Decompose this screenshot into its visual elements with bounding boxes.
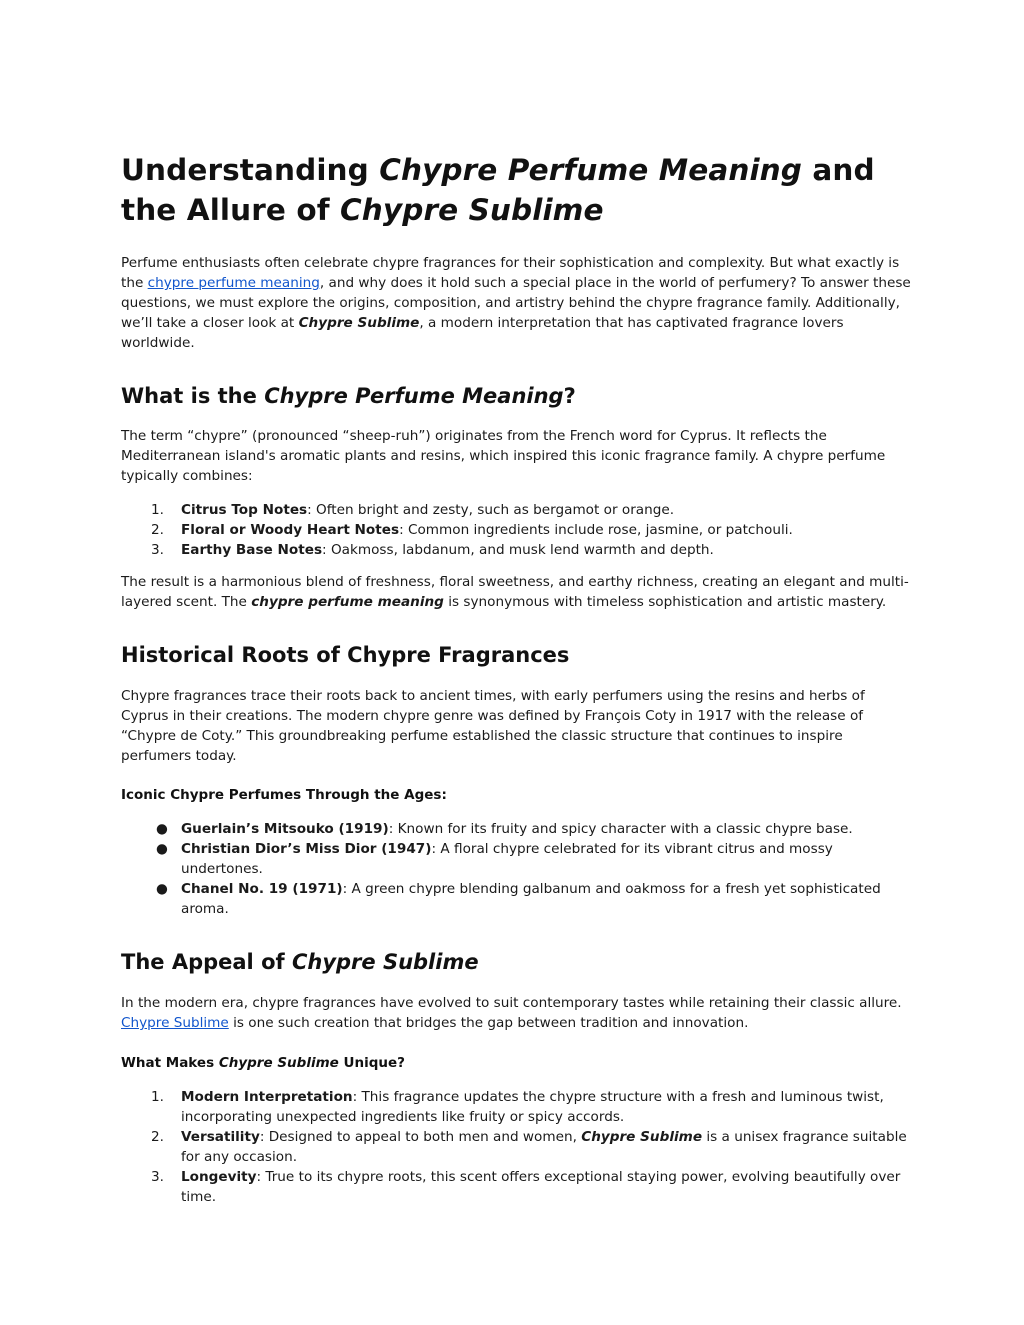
list-item-text: : Designed to appeal to both men and women, — [259, 1129, 582, 1145]
list-item-text: : Oakmoss, labdanum, and musk lend warmth and depth. — [322, 542, 714, 558]
list-number: 2. — [151, 1129, 164, 1145]
list-item-text: : A green chypre blending galbanum and oakmoss for a fresh yet sophisticated aroma. — [181, 881, 881, 917]
list-number: 3. — [151, 1169, 164, 1185]
list-item — [121, 540, 911, 560]
list-item-label: Earthy Base Notes — [181, 542, 323, 558]
list-item — [121, 1087, 911, 1127]
list-item-bold-text: Chypre Sublime — [581, 1129, 703, 1145]
list-item-text: : True to its chypre roots, this scent offers exceptional staying power, evolving beautifully over time. — [181, 1169, 901, 1205]
section-heading-meaning — [121, 382, 911, 410]
list-item — [121, 500, 911, 520]
paragraph-text: In the modern era, chypre fragrances have evolved to suit contemporary tastes while retaining their classic allure. — [121, 995, 902, 1011]
list-item-text: : This fragrance updates the chypre structure with a fresh and luminous twist, incorporating unexpected ingredients like fruity or spicy accords. — [181, 1089, 884, 1125]
list-item-text: : Often bright and zesty, such as bergamot or orange. — [307, 502, 675, 518]
meaning-result-paragraph — [121, 572, 911, 612]
intro-bold-text: Chypre Sublime — [298, 315, 420, 331]
subheading-italic-text: Chypre Sublime — [218, 1055, 339, 1071]
list-item-label: Chanel No. 19 (1971) — [181, 881, 343, 897]
list-item-text: : Common ingredients include rose, jasmine, or patchouli. — [399, 522, 793, 538]
notes-list — [121, 500, 911, 560]
iconic-perfumes-list — [121, 819, 911, 919]
list-item-label: Floral or Woody Heart Notes — [181, 522, 400, 538]
title-italic-text: Chypre Perfume Meaning — [379, 153, 802, 187]
subheading-text: Unique? — [338, 1055, 405, 1071]
list-item-label: Longevity — [181, 1169, 257, 1185]
unique-features-list — [121, 1087, 911, 1207]
list-item-label: Citrus Top Notes — [181, 502, 308, 518]
paragraph-text: The result is a harmonious blend of freshness, floral sweetness, and earthy richness, creating an elegant and multi-layered scent. The — [121, 574, 909, 610]
page-title — [121, 150, 911, 230]
heading-italic-text: Chypre Perfume Meaning — [264, 384, 564, 408]
list-item — [121, 1167, 911, 1207]
list-number: 1. — [151, 1089, 164, 1105]
bullet-icon: ● — [156, 841, 168, 857]
appeal-paragraph — [121, 993, 911, 1033]
intro-paragraph — [121, 253, 911, 353]
list-item — [121, 1127, 911, 1167]
title-text: Understanding — [121, 153, 380, 187]
list-item — [121, 520, 911, 540]
list-item-label: Versatility — [181, 1129, 260, 1145]
paragraph-text: is synonymous with timeless sophistication and artistic mastery. — [443, 594, 887, 610]
heading-text: The Appeal of — [121, 950, 292, 974]
list-item — [121, 839, 911, 879]
list-number: 1. — [151, 502, 164, 518]
title-text: and the Allure of — [121, 153, 875, 227]
subheading-iconic: Iconic Chypre Perfumes Through the Ages: — [121, 787, 447, 803]
heading-text: What is the — [121, 384, 265, 408]
list-item-label: Christian Dior’s Miss Dior (1947) — [181, 841, 432, 857]
document-page — [121, 150, 911, 1207]
subheading-text: What Makes — [121, 1055, 219, 1071]
list-item-text: is a unisex fragrance suitable for any occasion. — [181, 1129, 907, 1165]
list-number: 2. — [151, 522, 164, 538]
intro-text: Perfume enthusiasts often celebrate chypre fragrances for their sophistication and complexity. But what exactly is the — [121, 255, 900, 291]
paragraph-bold-text: chypre perfume meaning — [251, 594, 444, 610]
history-paragraph: Chypre fragrances trace their roots back to ancient times, with early perfumers using the resins and herbs of Cyprus in their creations. The modern chypre genre was defined by François Coty in 1917 with the release of “Chypre de Coty.” This groundbreaking perfume established the classic structure that continues to inspire perfumers today. — [121, 688, 865, 764]
chypre-perfume-meaning-link[interactable]: chypre perfume meaning — [147, 275, 320, 291]
bullet-icon: ● — [156, 821, 168, 837]
list-item-text: : Known for its fruity and spicy character with a classic chypre base. — [388, 821, 853, 837]
list-item-label: Modern Interpretation — [181, 1089, 353, 1105]
section-heading-appeal — [121, 948, 911, 976]
list-item-text: : A floral chypre celebrated for its vibrant citrus and mossy undertones. — [181, 841, 833, 877]
title-italic-text: Chypre Sublime — [340, 193, 604, 227]
paragraph-text: is one such creation that bridges the gap between tradition and innovation. — [228, 1015, 749, 1031]
bullet-icon: ● — [156, 881, 168, 897]
subheading-unique — [121, 1053, 911, 1073]
section-heading-history: Historical Roots of Chypre Fragrances — [121, 643, 570, 667]
intro-text: , a modern interpretation that has captivated fragrance lovers worldwide. — [121, 315, 844, 351]
list-number: 3. — [151, 542, 164, 558]
intro-text: , and why does it hold such a special place in the world of perfumery? To answer these questions, we must explore the origins, composition, and artistry behind the chypre fragrance family. Additionally, we’ll take a closer look at — [121, 275, 911, 331]
list-item — [121, 879, 911, 919]
meaning-paragraph: The term “chypre” (pronounced “sheep-ruh”) originates from the French word for Cyprus. It reflects the Mediterranean island's aromatic plants and resins, which inspired this iconic fragrance family. A chypre perfume typically combines: — [121, 428, 886, 484]
list-item — [121, 819, 911, 839]
chypre-sublime-link[interactable]: Chypre Sublime — [121, 1015, 229, 1031]
heading-text: ? — [563, 384, 576, 408]
heading-italic-text: Chypre Sublime — [291, 950, 479, 974]
list-item-label: Guerlain’s Mitsouko (1919) — [181, 821, 389, 837]
